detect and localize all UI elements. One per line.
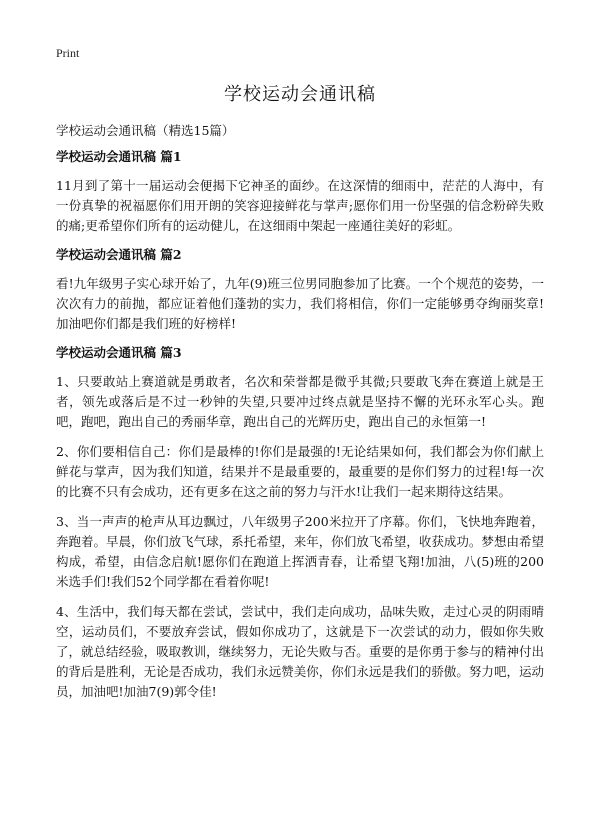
section-heading: 学校运动会通讯稿 篇2 bbox=[56, 247, 182, 262]
paragraph: 4、生活中，我们每天都在尝试，尝试中，我们走向成功，品味失败，走过心灵的阴雨晴空，运动员们，不要放弃尝试，假如你成功了，这就是下一次尝试的动力，假如你失败了，就总结经验，吸取教训，继续努力，无论失败与否。重要的是你勇于参与的精神付出的背后是胜利，无论是否成功，我们永远赞美你，你们永远是我们的骄傲。努力吧，运动员，加油吧!加油7(9)郭令佳! bbox=[56, 604, 544, 699]
section-heading: 学校运动会通讯稿 篇3 bbox=[56, 345, 182, 360]
document-subtitle: 学校运动会通讯稿（精选15篇） bbox=[56, 123, 235, 138]
section-2 bbox=[56, 246, 544, 334]
paragraph: 看!九年级男子实心球开始了，九年(9)班三位男同胞参加了比赛。一个个规范的姿势，一次次有力的前抛，都应证着他们蓬勃的实力，我们将相信，你们一定能够勇夺绚丽奖章!加油吧你们都是我们班的好榜样! bbox=[56, 276, 544, 331]
section-heading: 学校运动会通讯稿 篇1 bbox=[56, 149, 182, 164]
page-title: 学校运动会通讯稿 bbox=[224, 84, 376, 105]
paragraph: 11月到了第十一届运动会便揭下它神圣的面纱。在这深情的细雨中，茫茫的人海中，有一份真挚的祝福愿你们用开朗的笑容迎接鲜花与掌声;愿你们用一份坚强的信念粉碎失败的痛;更希望你们所有的运动健儿，在这细雨中架起一座通往美好的彩虹。 bbox=[56, 178, 544, 233]
section-1 bbox=[56, 148, 544, 236]
paragraph: 1、只要敢站上赛道就是勇敢者，名次和荣誉都是微乎其微;只要敢飞奔在赛道上就是王者，领先或落后是不过一秒钟的失望,只要冲过终点就是坚持不懈的光环永军心头。跑吧，跑吧，跑出自己的秀丽华章，跑出自己的光辉历史，跑出自己的永恒第一! bbox=[56, 374, 544, 429]
article-body bbox=[56, 148, 544, 712]
paragraph: 2、你们要相信自己：你们是最棒的!你们是最强的!无论结果如何，我们都会为你们献上鲜花与掌声，因为我们知道，结果并不是最重要的，最重要的是你们努力的过程!每一次的比赛不只有会成功，还有更多在这之前的努力与汗水!让我们一起来期待这结果。 bbox=[56, 444, 544, 499]
paragraph: 3、当一声声的枪声从耳边飘过，八年级男子200米拉开了序幕。你们，飞快地奔跑着，奔跑着。早晨，你们放飞气球，系托希望，来年，你们放飞希望，收获成功。梦想由希望构成，希望，由信念启航!愿你们在跑道上挥洒青春，让希望飞翔!加油，八(5)班的200米选手们!我们52个同学都在看着你呢! bbox=[56, 514, 544, 589]
print-link[interactable]: Print bbox=[56, 46, 80, 60]
section-3 bbox=[56, 344, 544, 702]
